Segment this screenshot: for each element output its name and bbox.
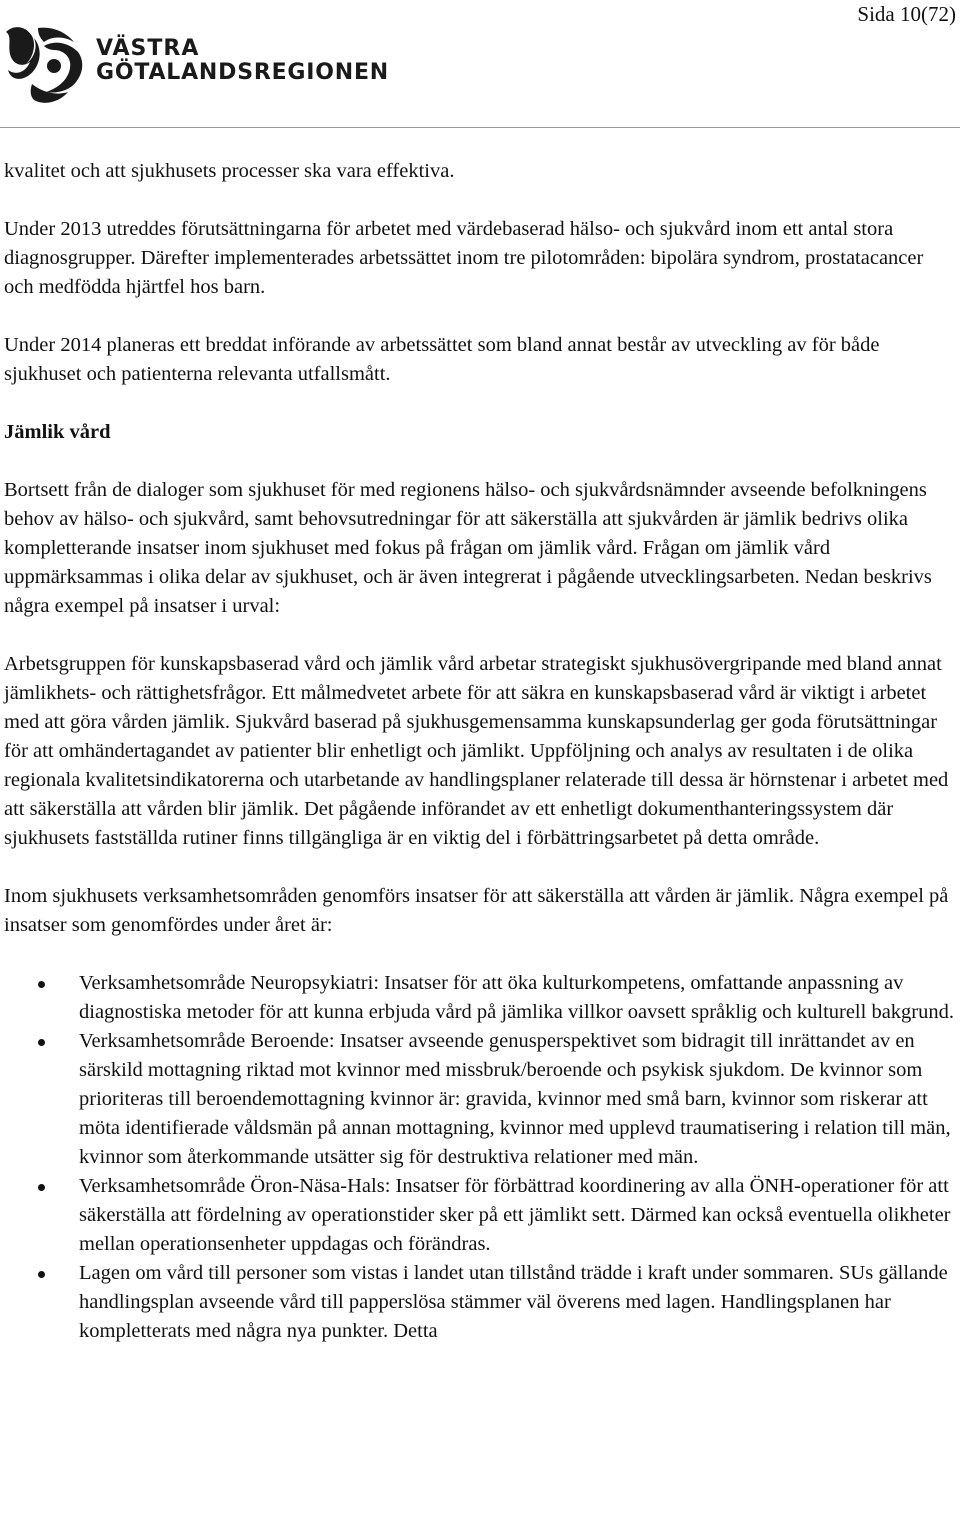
bullet-icon xyxy=(38,981,45,988)
paragraph-5: Arbetsgruppen för kunskapsbaserad vård och jämlik vård arbetar strategiskt sjukhusövergripande med bland annat jämlikhets- och rättighetsfrågor. Ett målmedvetet arbete för att säkra en kunskapsbaserad vård är viktigt i arbetet med att göra vården jämlik. Sjukvård baserad på sjukhusgemensamma kunskapsunderlag ger goda förutsättningar för att omhändertagandet av patienter blir enhetligt och jämlikt. Uppföljning och analys av resultaten i de olika regionala kvalitetsindikatorerna och utarbetande av handlingsplaner relaterade till dessa är hörnstenar i arbetet med att säkerställa att vården blir jämlik. Det pågående införandet av ett enhetligt dokumenthanteringssystem där sjukhusets fastställda rutiner finns tillgängliga är en viktig del i förbättringsarbetet på detta område. xyxy=(4,653,949,849)
list-item-text: Verksamhetsområde Beroende: Insatser avseende genusperspektivet som bidragit till inrättandet av en särskild mottagning riktad mot kvinnor med missbruk/beroende och psykisk sjukdom. De kvinnor som prioriteras till beroendemottagning kvinnor är: gravida, kvinnor med små barn, kvinnor som riskerar att möta identifierade våldsmän på annan mottagning, kvinnor med upplevd traumatisering i relation till män, kvinnor som återkommande utsätter sig för destruktiva relationer med män. xyxy=(79,1030,951,1168)
logo-line-2: GÖTALANDSREGIONEN xyxy=(96,60,390,85)
list-item xyxy=(4,1027,958,1172)
bullet-icon xyxy=(38,1039,45,1046)
bullet-list xyxy=(4,969,958,1346)
list-item xyxy=(4,1259,958,1346)
paragraph-2: Under 2013 utreddes förutsättningarna för arbetet med värdebaserad hälso- och sjukvård inom ett antal stora diagnosgrupper. Därefter implementerades arbetssättet inom tre pilotområden: bipolära syndrom, prostatacancer och medfödda hjärtfel hos barn. xyxy=(4,218,924,298)
paragraph-6: Inom sjukhusets verksamhetsområden genomförs insatser för att säkerställa att vården är jämlik. Några exempel på insatser som genomfördes under året är: xyxy=(4,885,949,936)
logo-text xyxy=(96,37,389,85)
page-number: Sida 10(72) xyxy=(857,2,956,26)
list-item-text: Verksamhetsområde Neuropsykiatri: Insatser för att öka kulturkompetens, omfattande anpassning av diagnostiska metoder för att kunna erbjuda vård på jämlika villkor oavsett språklig och kulturell bakgrund. xyxy=(79,972,955,1023)
bullet-icon xyxy=(38,1271,45,1278)
paragraph-3: Under 2014 planeras ett breddat införande av arbetssättet som bland annat består av utveckling av för både sjukhuset och patienterna relevanta utfallsmått. xyxy=(4,334,880,385)
logo-line-1: VÄSTRA xyxy=(96,36,200,61)
paragraph-4: Bortsett från de dialoger som sjukhuset för med regionens hälso- och sjukvårdsnämnder avseende befolkningens behov av hälso- och sjukvård, samt behovsutredningar för att säkerställa att sjukvården är jämlik bedrivs olika kompletterande insatser inom sjukhuset med fokus på frågan om jämlik vård. Frågan om jämlik vård uppmärksammas i olika delar av sjukhuset, och är även integrerat i pågående utvecklingsarbeten. Nedan beskrivs några exempel på insatser i urval: xyxy=(4,479,932,617)
header-divider xyxy=(0,127,960,128)
list-item-text: Verksamhetsområde Öron-Näsa-Hals: Insatser för förbättrad koordinering av alla ÖNH-operationer för att säkerställa att fördelning av operationstider sker på ett jämlikt sett. Därmed kan också eventuella olikheter mellan operationsenheter uppdagas och förändras. xyxy=(79,1175,951,1255)
list-item xyxy=(4,969,958,1027)
list-item xyxy=(4,1172,958,1259)
bullet-icon xyxy=(38,1184,45,1191)
organization-logo xyxy=(4,22,394,108)
document-body xyxy=(4,157,958,1346)
paragraph-1: kvalitet och att sjukhusets processer ska vara effektiva. xyxy=(4,160,455,182)
vgr-logo-icon xyxy=(4,22,94,108)
list-item-text: Lagen om vård till personer som vistas i landet utan tillstånd trädde i kraft under sommaren. SUs gällande handlingsplan avseende vård till papperslösa stämmer väl överens med lagen. Handlingsplanen har kompletterats med några nya punkter. Detta xyxy=(79,1262,948,1342)
section-heading: Jämlik vård xyxy=(4,421,111,443)
